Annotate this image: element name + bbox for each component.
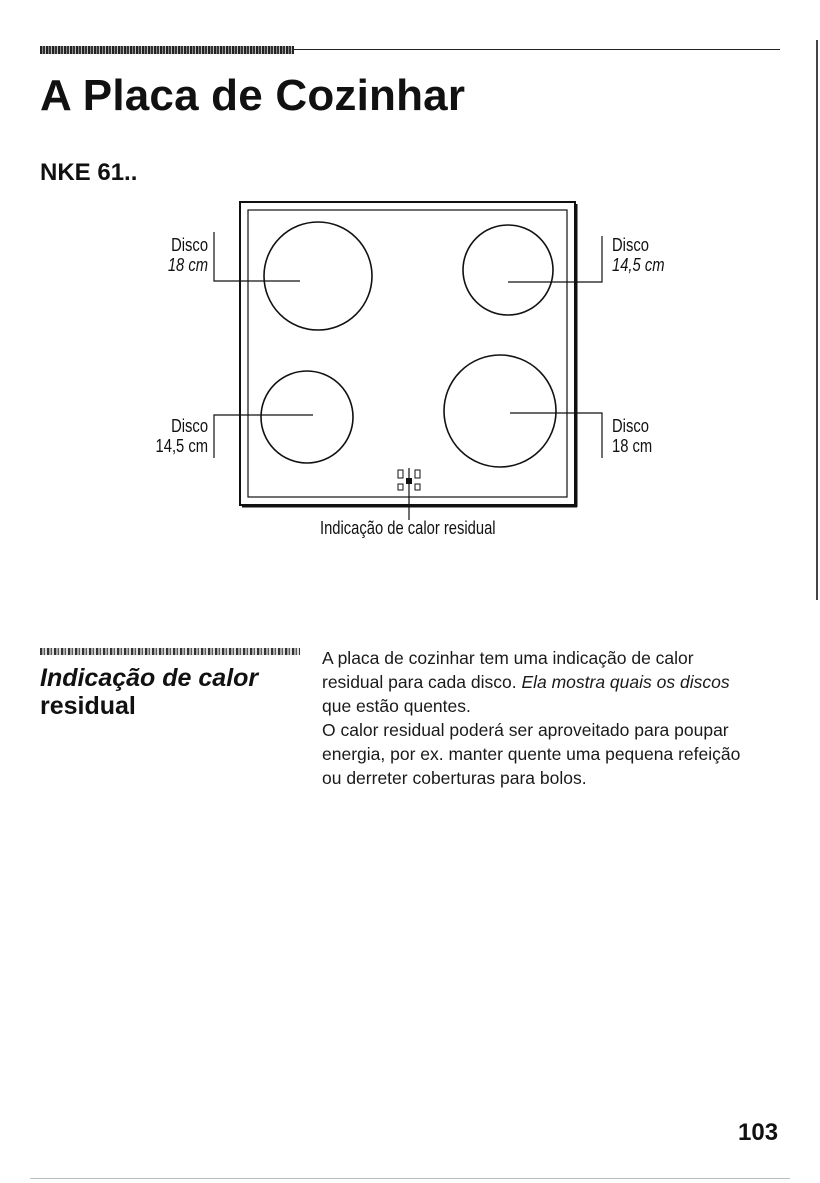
decorative-section-bar: [40, 648, 300, 655]
residual-heat-indicator-icon: [398, 468, 420, 520]
burner-bottom-left: [261, 371, 353, 463]
section-body: [322, 646, 792, 790]
body-paragraph-2: O calor residual poderá ser aproveitado para poupar energia, por ex. manter quente uma pequena refeição ou derreter coberturas para bolos.: [322, 720, 741, 788]
leader-bottom-left: [214, 415, 313, 458]
label-burner-top-left: Disco 18 cm: [167, 235, 208, 275]
body-paragraph-1: A placa de cozinhar tem uma indicação de calor residual para cada disco. Ela mostra quais os discos que estão quentes.: [322, 648, 730, 716]
model-label: NKE 61..: [40, 159, 138, 186]
footer-rule: [30, 1178, 790, 1179]
burner-bottom-right: [444, 355, 556, 467]
burner-top-left: [264, 222, 372, 330]
label-burner-top-right: Disco 14,5 cm: [612, 235, 665, 275]
section-heading: Indicação de calor residual: [40, 664, 259, 720]
hob-diagram: [0, 0, 820, 560]
page-number: 103: [738, 1119, 779, 1146]
leader-top-right: [508, 236, 602, 282]
label-residual-heat: Indicação de calor residual: [320, 518, 496, 538]
hob-frame-inner: [248, 210, 567, 497]
leader-top-left: [214, 232, 300, 281]
label-burner-bottom-left: Disco 14,5 cm: [155, 416, 208, 456]
label-burner-bottom-right: Disco 18 cm: [612, 416, 653, 456]
burner-top-right: [463, 225, 553, 315]
page-title: A Placa de Cozinhar: [40, 71, 466, 120]
